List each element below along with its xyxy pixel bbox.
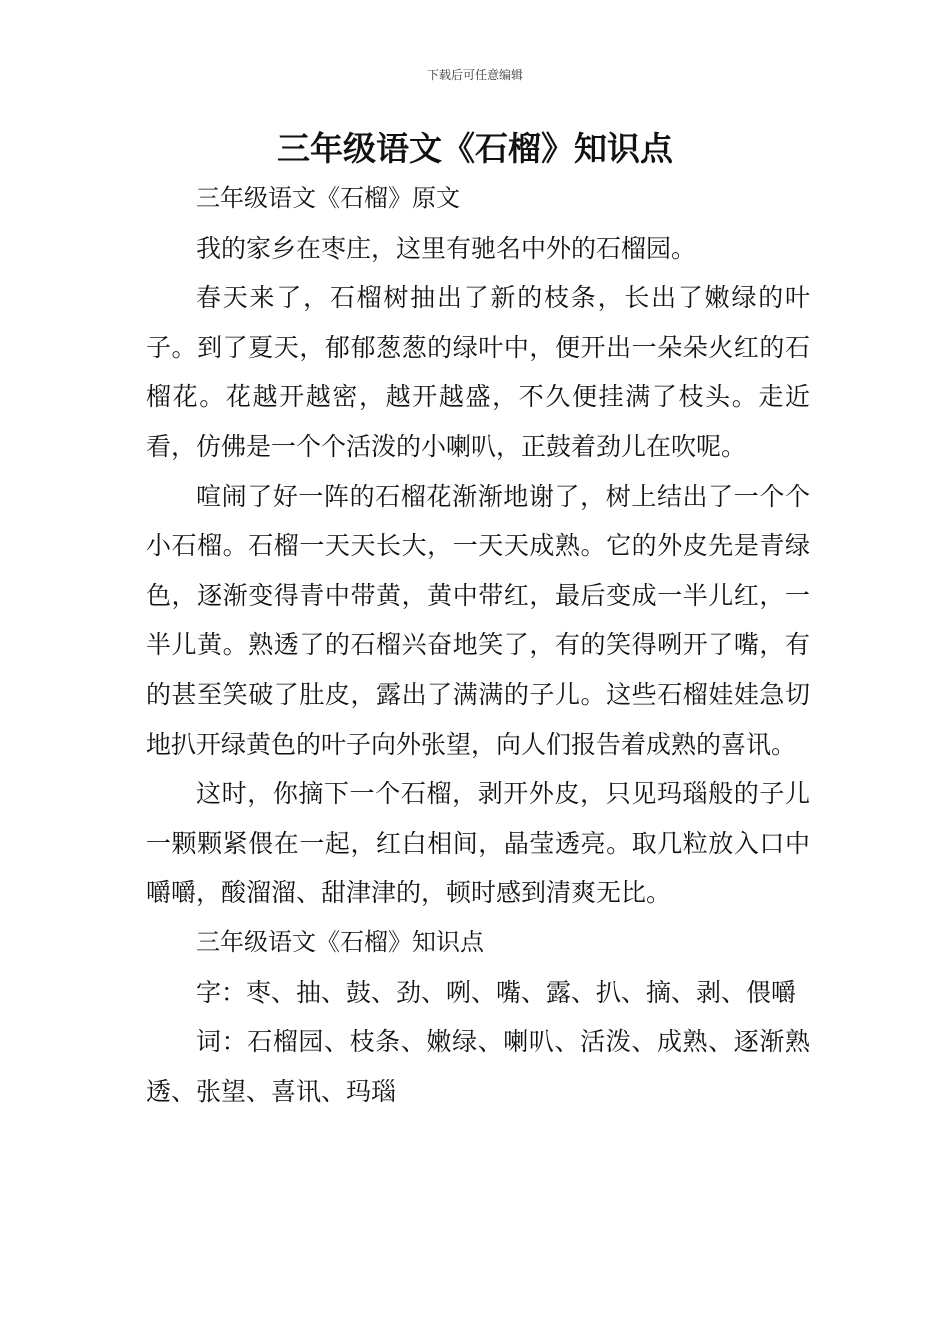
- paragraph: 这时，你摘下一个石榴，剥开外皮，只见玛瑙般的子儿一颗颗紧偎在一起，红白相间，晶莹透亮。取几粒放入口中嚼嚼，酸溜溜、甜津津的，顿时感到清爽无比。: [146, 779, 810, 908]
- paragraph: 喧闹了好一阵的石榴花渐渐地谢了，树上结出了一个个小石榴。石榴一天天长大，一天天成熟。它的外皮先是青绿色，逐渐变得青中带黄，黄中带红，最后变成一半儿红，一半儿黄。熟透了的石榴兴奋地笑了，有的笑得咧开了嘴，有的甚至笑破了肚皮，露出了满满的子儿。这些石榴娃娃急切地扒开绿黄色的叶子向外张望，向人们报告着成熟的喜讯。: [146, 481, 810, 759]
- document-body: [146, 174, 810, 1116]
- section-heading-knowledge-points: 三年级语文《石榴》知识点: [196, 927, 484, 956]
- header-note: 下载后可任意编辑: [426, 68, 523, 82]
- paragraph: 春天来了，石榴树抽出了新的枝条，长出了嫩绿的叶子。到了夏天，郁郁葱葱的绿叶中，便开出一朵朵火红的石榴花。花越开越密，越开越盛，不久便挂满了枝头。走近看，仿佛是一个个活泼的小喇叭，正鼓着劲儿在吹呢。: [146, 283, 810, 461]
- characters-list: 字：枣、抽、鼓、劲、咧、嘴、露、扒、摘、剥、偎嚼: [196, 977, 797, 1007]
- words-list: 词：石榴园、枝条、嫩绿、喇叭、活泼、成熟、逐渐熟透、张望、喜讯、玛瑙: [146, 1027, 810, 1106]
- document-title: 三年级语文《石榴》知识点: [277, 129, 673, 168]
- section-heading-original-text: 三年级语文《石榴》原文: [196, 184, 460, 212]
- paragraph: 我的家乡在枣庄，这里有驰名中外的石榴园。: [196, 233, 697, 263]
